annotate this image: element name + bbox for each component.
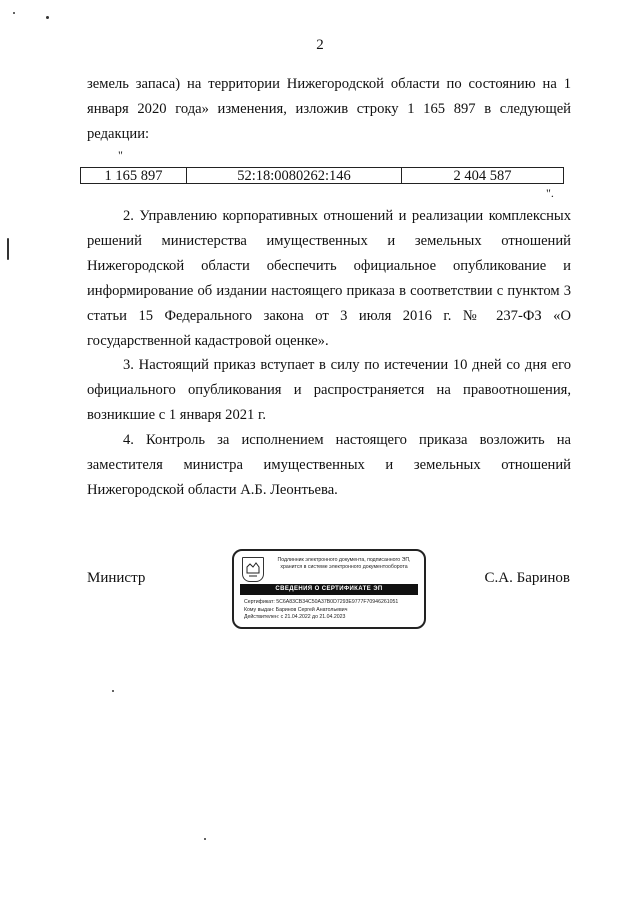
- scan-speck: [204, 838, 206, 840]
- scan-speck: [112, 690, 114, 692]
- stamp-band-title: СВЕДЕНИЯ О СЕРТИФИКАТЕ ЭП: [240, 584, 418, 595]
- stamp-issued-to: Кому выдан: Баринов Сергей Анатольевич: [244, 606, 348, 613]
- scan-speck: [13, 12, 15, 14]
- stamp-header-text: Подлинник электронного документа, подписанного ЭП, хранится в системе электронного документооборота: [277, 557, 411, 570]
- signer-title: Министр: [87, 570, 146, 586]
- electronic-signature-stamp: [232, 549, 426, 629]
- stamp-details: [244, 599, 422, 622]
- stamp-valid-period: Действителен: с 21.04.2022 до 21.04.2023: [244, 614, 346, 620]
- table-cell-value: 2 404 587: [453, 168, 512, 184]
- table-cell-number: 1 165 897: [81, 168, 187, 183]
- stamp-certificate: Сертификат: 5C6A83CB34C50A37B0D7293E9777F70946261051: [244, 599, 399, 605]
- paragraph-4: 4. Контроль за исполнением настоящего приказа возложить на заместителя министра имущественных и земельных отношений Нижегородской области А.Б. Леонтьева.: [87, 432, 571, 498]
- table-cell-cadastral-number: 52:18:0080262:146: [187, 168, 402, 183]
- paragraph-intro: земель запаса) на территории Нижегородской области по состоянию на 1 января 2020 года» изменения, изложив строку 1 165 897 в следующей редакции:: [87, 76, 571, 142]
- quote-close-mark: ".: [546, 186, 554, 200]
- cadastral-table-row: [80, 167, 564, 184]
- paragraph-2: 2. Управлению корпоративных отношений и реализации комплексных решений министерства имущественных и земельных отношений Нижегородской области обеспечить официальное опубликование и информирование об издании настоящего приказа в соответствии с пунктом 3 статьи 15 Федерального закона от 3 июля 2016 г. № 237-ФЗ «О государственной кадастровой оценке».: [87, 208, 571, 349]
- quote-open-mark: ": [118, 148, 123, 162]
- coat-of-arms-icon: [242, 557, 264, 582]
- scan-speck: [7, 238, 9, 260]
- paragraph-3: 3. Настоящий приказ вступает в силу по истечении 10 дней со дня его официального опубликования и распространяется на правоотношения, возникшие с 1 января 2021 г.: [87, 357, 571, 423]
- scan-speck: [46, 16, 49, 19]
- signer-name: С.А. Баринов: [484, 570, 570, 586]
- page-number: 2: [316, 37, 324, 53]
